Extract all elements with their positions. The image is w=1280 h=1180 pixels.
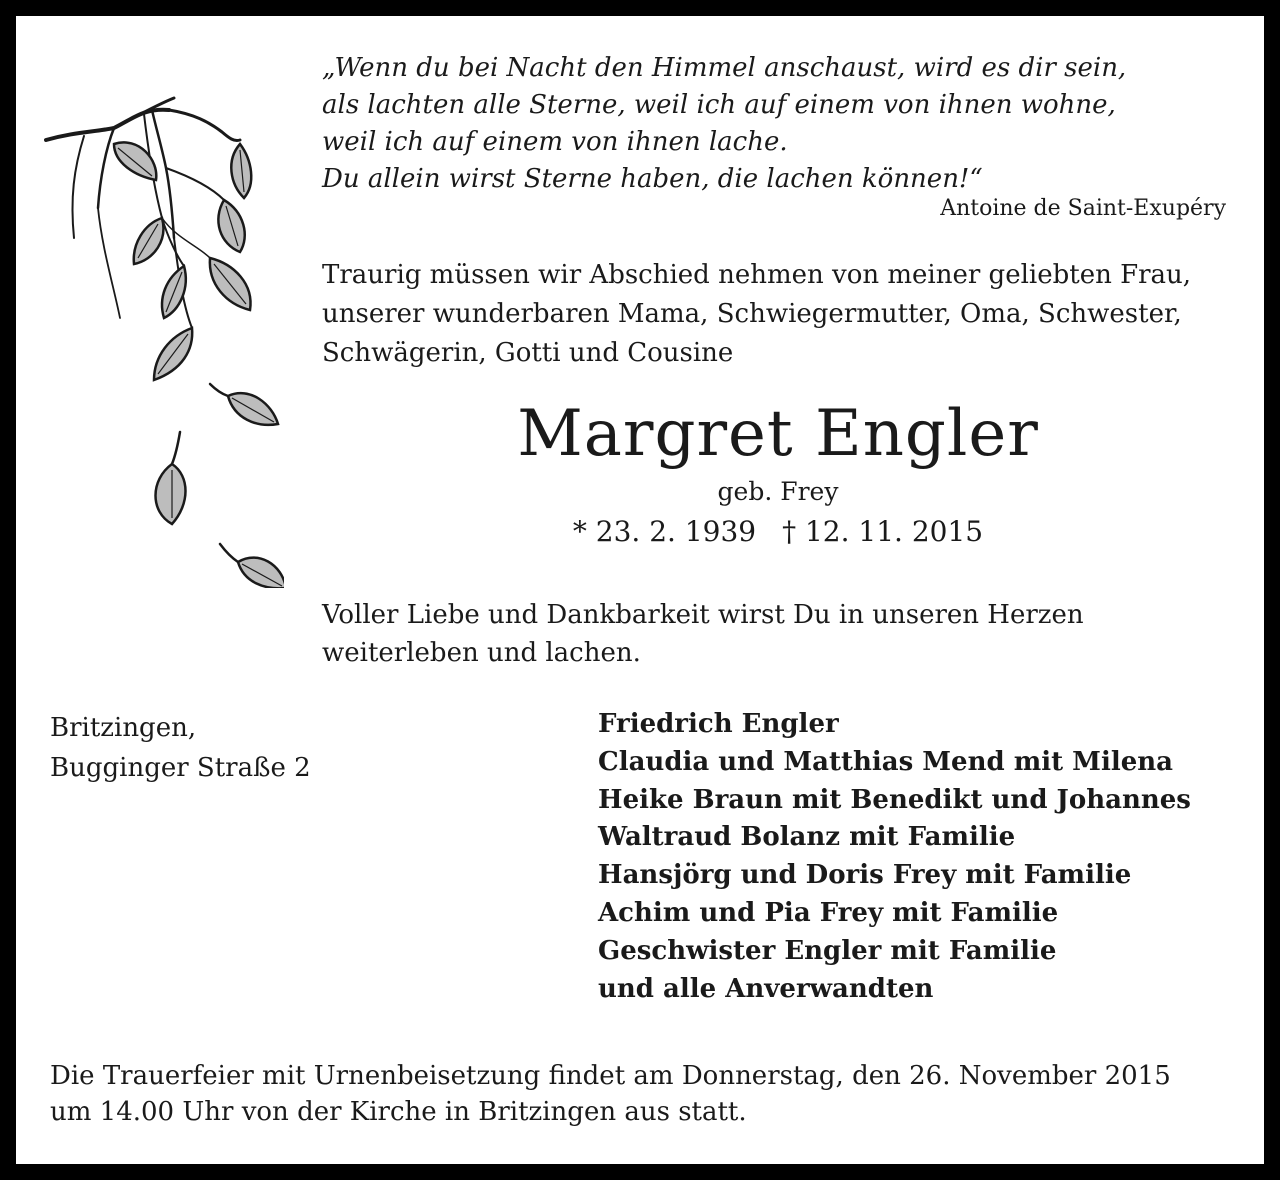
mourners-list xyxy=(598,706,1191,1008)
obituary-notice xyxy=(16,16,1264,1164)
maiden-name: geb. Frey xyxy=(717,477,839,506)
mourner-entry: Achim und Pia Frey mit Familie xyxy=(598,897,1059,928)
address-line: Bugginger Straße 2 xyxy=(50,753,311,783)
birch-branch-illustration xyxy=(44,88,284,588)
closing-line: Voller Liebe und Dankbarkeit wirst Du in unseren Herzen xyxy=(322,600,1084,630)
mourner-entry: und alle Anverwandten xyxy=(598,973,934,1004)
family-address xyxy=(50,708,311,788)
quote-line: als lachten alle Sterne, weil ich auf einem von ihnen wohne, xyxy=(322,90,1116,120)
life-dates xyxy=(16,514,1264,550)
address-line: Britzingen, xyxy=(50,713,197,743)
quote-author: Antoine de Saint-Exupéry xyxy=(940,196,1226,221)
mourner-entry: Hansjörg und Doris Frey mit Familie xyxy=(598,860,1132,891)
funeral-announcement xyxy=(50,1058,1230,1130)
quote-line: Du allein wirst Sterne haben, die lachen können!“ xyxy=(322,164,983,194)
quote-block xyxy=(322,50,1222,198)
mourner-entry: Friedrich Engler xyxy=(598,709,839,739)
intro-line: unserer wunderbaren Mama, Schwiegermutter, Oma, Schwester, xyxy=(322,299,1182,329)
closing-text xyxy=(322,596,1242,672)
mourner-entry: Waltraud Bolanz mit Familie xyxy=(598,822,1016,853)
mourner-entry: Claudia und Matthias Mend mit Milena xyxy=(598,746,1174,777)
quote-line: weil ich auf einem von ihnen lache. xyxy=(322,127,788,157)
funeral-line: um 14.00 Uhr von der Kirche in Britzingen aus statt. xyxy=(50,1097,747,1127)
mourner-entry: Geschwister Engler mit Familie xyxy=(598,935,1057,966)
intro-line: Schwägerin, Gotti und Cousine xyxy=(322,338,734,368)
death-date: † 12. 11. 2015 xyxy=(782,515,984,548)
funeral-line: Die Trauerfeier mit Urnenbeisetzung findet am Donnerstag, den 26. November 2015 xyxy=(50,1061,1171,1091)
closing-line: weiterleben und lachen. xyxy=(322,638,641,668)
birth-date: * 23. 2. 1939 xyxy=(572,515,757,548)
deceased-name: Margret Engler xyxy=(517,397,1039,471)
intro-line: Traurig müssen wir Abschied nehmen von meiner geliebten Frau, xyxy=(322,260,1192,290)
mourner-entry: Heike Braun mit Benedikt und Johannes xyxy=(598,784,1191,815)
intro-text xyxy=(322,256,1242,373)
quote-line: „Wenn du bei Nacht den Himmel anschaust, wird es dir sein, xyxy=(322,53,1127,83)
